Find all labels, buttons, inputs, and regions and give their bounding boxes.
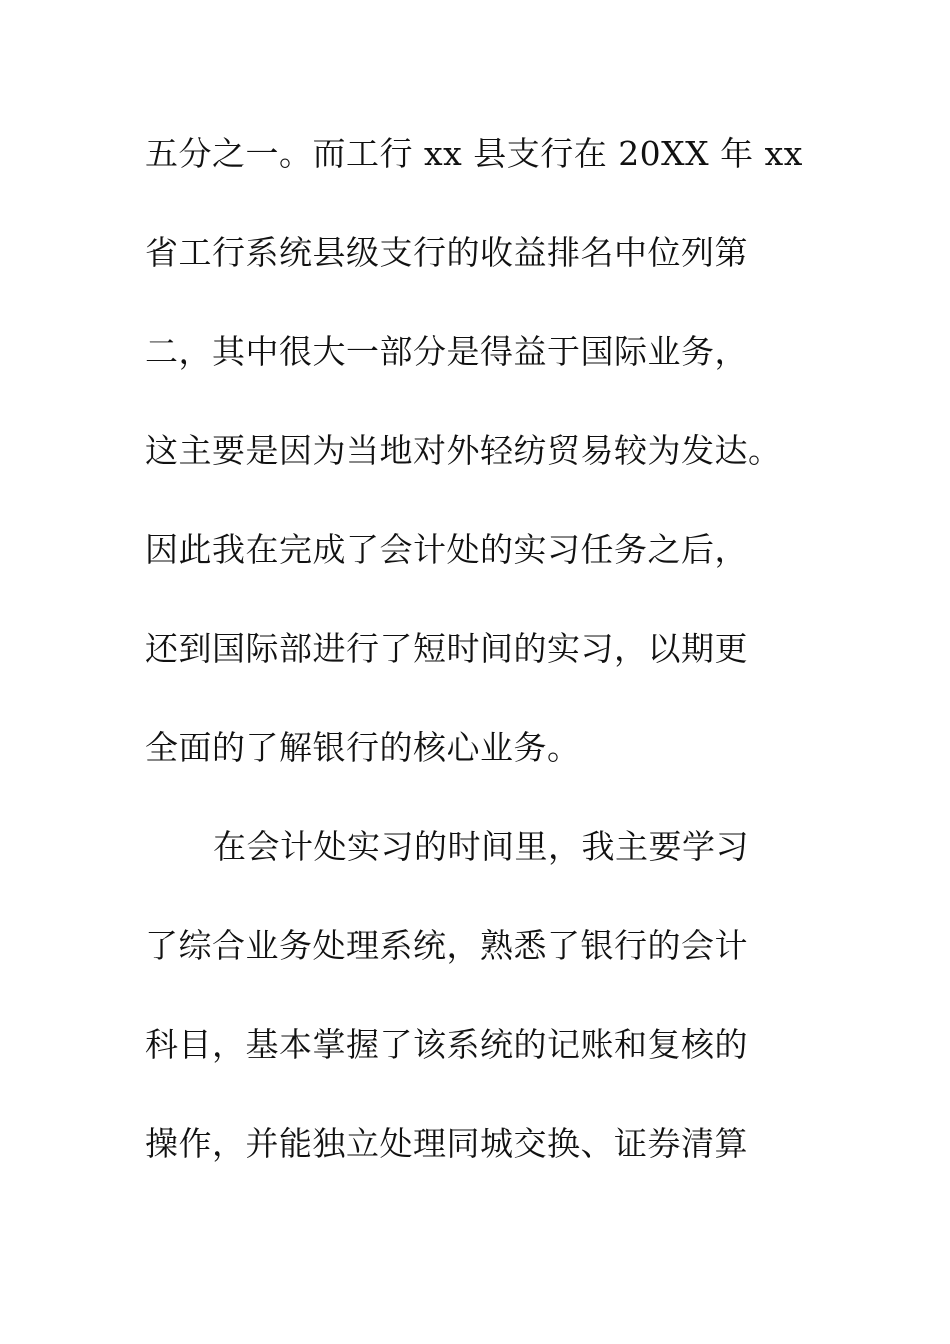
text-line-4: 这主要是因为当地对外轻纺贸易较为发达。 xyxy=(145,431,782,470)
paragraph-start-line: 在会计处实习的时间里，我主要学习 xyxy=(213,827,749,866)
text-line-11: 操作，并能独立处理同城交换、证券清算 xyxy=(145,1124,748,1163)
text-line-7: 全面的了解银行的核心业务。 xyxy=(145,728,581,767)
text-line-3: 二，其中很大一部分是得益于国际业务， xyxy=(145,332,748,371)
text-line-1: 五分之一。而工行 xx 县支行在 20XX 年 xx xyxy=(145,134,803,173)
text-line-6: 还到国际部进行了短时间的实习，以期更 xyxy=(145,629,748,668)
text-line-9: 了综合业务处理系统，熟悉了银行的会计 xyxy=(145,926,748,965)
text-line-2: 省工行系统县级支行的收益排名中位列第 xyxy=(145,233,748,272)
text-line-10: 科目，基本掌握了该系统的记账和复核的 xyxy=(145,1025,748,1064)
text-line-5: 因此我在完成了会计处的实习任务之后， xyxy=(145,530,748,569)
